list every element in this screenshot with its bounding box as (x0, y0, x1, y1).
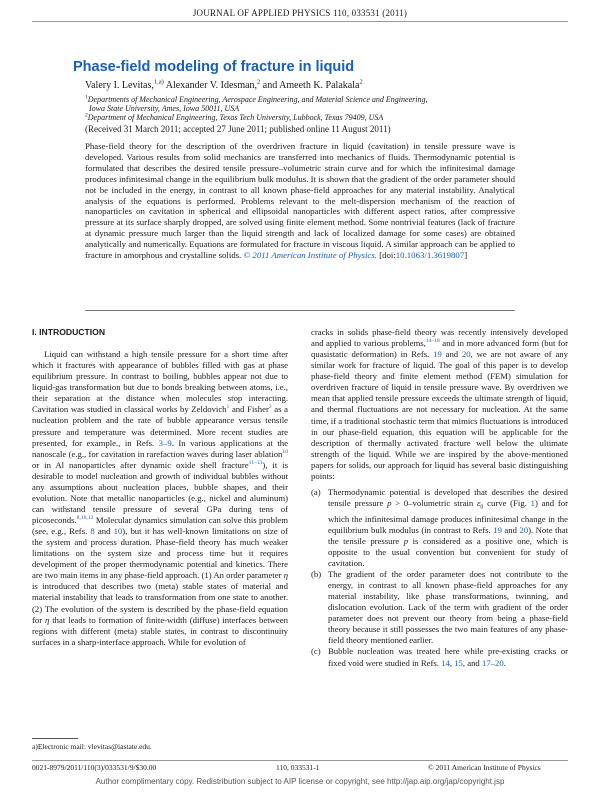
affiliation-2: $^2$Department of Mechanical Engineering, Texas Tech University, Lubbock, Texas 79409, USA (85, 112, 384, 122)
footer-rule (32, 760, 568, 761)
intro-paragraph: Liquid can withstand a high tensile pressure for a short time after which it fractures with appearance of bubbles filled with gas at phase equilibrium pressure. In contrast to boiling, bubbles appear not due to liquid-gas transformation but due to bonds breaking between atoms, i.e., their separation at the distance when molecules stop interacting. Cavitation was studied in classical works by Zeldovich$^1$ and Fisher$^2$ as a nucleation problem and the rate of bubble appearance versus tensile pressure and temperature was determined. More recent studies are presented, for example., in Refs. 3–9. In various applications at the nanoscale (e.g., for cavitation in rarefaction waves during laser ablation$^{10}$ or in Al nanoparticles after dynamic oxide shell fracture$^{11-13}$), it is desirable to model nucleation and growth of individual bubbles without any assumptions about nucleation places, bubble shapes, and their evolution. Note that metallic nanoparticles (e.g., nickel and aluminum) can withstand tensile pressure of several GPa during tens of picoseconds.$^{8,10,12}$ Molecular dynamics simulation can solve this problem (see, e.g., Refs. 8 and 10), but it has well-known limitations on size of the system and process duration. Phase-field theory has much weaker limitations on the system size and process time but it requires development of the proper thermodynamic potential and kinetics. There are two main items in any phase-field approach. (1) An order parameter η is introduced that describes two (meta) stable states of material and material instability that leads to transformation from one state to another. (2) The evolution of the system is described by the phase-field equation for η that leads to formation of finite-width (diffuse) interfaces between regions with different (meta) stable states, in contrast to discontinuity surfaces in a sharp-interface approach. While for evolution of (32, 349, 289, 647)
author-affil-mark: 2 (359, 78, 363, 86)
author-affil-mark: 1,a) (153, 78, 164, 86)
list-item: (c) Bubble nucleation was treated here while pre-existing cracks or fixed void were studied in Refs. 14, 15, and 17–20. (311, 646, 568, 668)
author-list (85, 80, 363, 91)
author-affil-mark: 2 (257, 78, 261, 86)
abstract-body: Phase-field theory for the description of the overdriven fracture in liquid (cavitation) in tensile pressure wave is developed. Various results from solid mechanics are transferred into mechanics of fluids. Thermodynamic potential is formulated that describes the desired tensile pressure–volumetric strain curve and for which the infinitesimal damage produces infinitesimal change in the equilibrium bulk modulus. It is shown that the gradient of the order parameter should not be included in the energy, in contrast to all known phase-field approaches for any material instability. Analytical analysis of the equations is performed. Problems relevant to the melt-dispersion mechanism of the reaction of nanoparticles on cavitation in spherical and ellipsoidal nanoparticles with different aspect ratios, after compressive pressure at its surface sharply dropped, are solved using finite element method. Some nontrivial features (lack of fracture at dynamic pressure much larger than the liquid strength and lack of localized damage for some cases) are obtained analytically and numerically. Equations are formulated for fracture in viscous liquid. A similar approach can be applied to fracture in amorphous and crystalline solids. (85, 141, 515, 261)
abstract: Phase-field theory for the description of the overdriven fracture in liquid (cavitation) in tensile pressure wave is developed. Various results from solid mechanics are transferred into mechanics of fluids. Thermodynamic potential is formulated that describes the desired tensile pressure–volumetric strain curve and for which the infinitesimal damage produces infinitesimal change in the equilibrium bulk modulus. It is shown that the gradient of the order parameter should not be included in the energy, in contrast to all known phase-field approaches for any material instability. Analytical analysis of the equations is performed. Problems relevant to the melt-dispersion mechanism of the reaction of nanoparticles on cavitation in spherical and ellipsoidal nanoparticles with different aspect ratios, after compressive pressure at its surface sharply dropped, are solved using finite element method. Some nontrivial features (lack of fracture at dynamic pressure much larger than the liquid strength and lack of localized damage for some cases) are obtained analytically and numerically. Equations are formulated for fracture in viscous liquid. A similar approach can be applied to fracture in amorphous and crystalline solids. © 2011 American Institute of Physics. [doi:10.1063/1.3619807] (85, 141, 515, 261)
footer-copyright: © 2011 American Institute of Physics (428, 763, 541, 772)
author-name: Alexander V. Idesman, (163, 80, 258, 91)
list-item: (b) The gradient of the order parameter does not contribute to the energy, in contrast to all known phase-field approaches for any material instability, like phase transformations, twinning, and dislocation evolution. Lack of the term with gradient of the order parameter does not prevent our theory from being a phase-field theory because it still possesses the two main features of any phase-field theory mentioned earlier. (311, 569, 568, 646)
paper-title: Phase-field modeling of fracture in liquid (73, 59, 355, 75)
abstract-copyright: © 2011 American Institute of Physics. (243, 250, 377, 261)
author-name: and Ameeth K. Palakala (260, 80, 360, 91)
footnote: a)Electronic mail: vlevitas@iastate.edu. (32, 742, 152, 751)
doi-link[interactable]: 10.1063/1.3619807 (395, 250, 465, 261)
right-column (311, 327, 568, 669)
affiliation-1-cont: Iowa State University, Ames, Iowa 50011, USA (89, 104, 240, 113)
left-column (32, 327, 288, 648)
author-name: Valery I. Levitas, (85, 80, 154, 91)
header-rule (32, 21, 568, 22)
copyright-notice: Author complimentary copy. Redistribution subject to AIP license or copyright, see http://jap.aip.org/jap/copyright.jsp (95, 777, 505, 786)
list-item: (a) Thermodynamic potential is developed that describes the desired tensile pressure p > 0–volumetric strain $\varepsilon_0$ curve (Fig. 1) and for which the infinitesimal damage produces infinitesimal change in the equilibrium bulk modulus (in contrast to Refs. 19 and 20). Note that the tensile pressure p is considered as a positive one, which is opposite to the usual convention but convenient for study of cavitation. (311, 486, 568, 568)
footnote-rule (32, 738, 78, 739)
abstract-rule (85, 310, 515, 311)
section-heading: I. INTRODUCTION (32, 327, 106, 337)
affiliation-1: $^1$Departments of Mechanical Engineering, Aerospace Engineering, and Material Science and Engineering, (85, 94, 428, 104)
footer-issn: 0021-8979/2011/110(3)/033531/9/$30.00 (32, 763, 157, 772)
journal-header: JOURNAL OF APPLIED PHYSICS 110, 033531 (2011) (192, 8, 408, 18)
footer-page: 110, 033531-1 (276, 763, 320, 772)
received-dates: (Received 31 March 2011; accepted 27 June 2011; published online 11 August 2011) (85, 124, 391, 134)
intro-paragraph-cont: cracks in solids phase-field theory was recently intensively developed and applied to various problems,$^{14-18}$ and in more advanced form (but for quasistatic deformation) in Refs. 19 and 20, we are not aware of any similar work for fracture of liquid. The goal of this paper is to develop phase-field theory and finite element method (FEM) simulation for overdriven fracture of liquid in tensile pressure wave. By overdriven we mean that applied tensile pressure exceeds the ultimate strength of liquid, and thermal fluctuations are not necessary for nucleation. At the same time, if a traditional stochastic term that mimics fluctuations is introduced in our phase-field equation, this equation will be applicable for the description of thermally activated fracture well below the ultimate strength of the liquid. While we are inspired by the above-mentioned papers for solids, our approach for liquid has several basic distinguishing points: (311, 327, 568, 481)
